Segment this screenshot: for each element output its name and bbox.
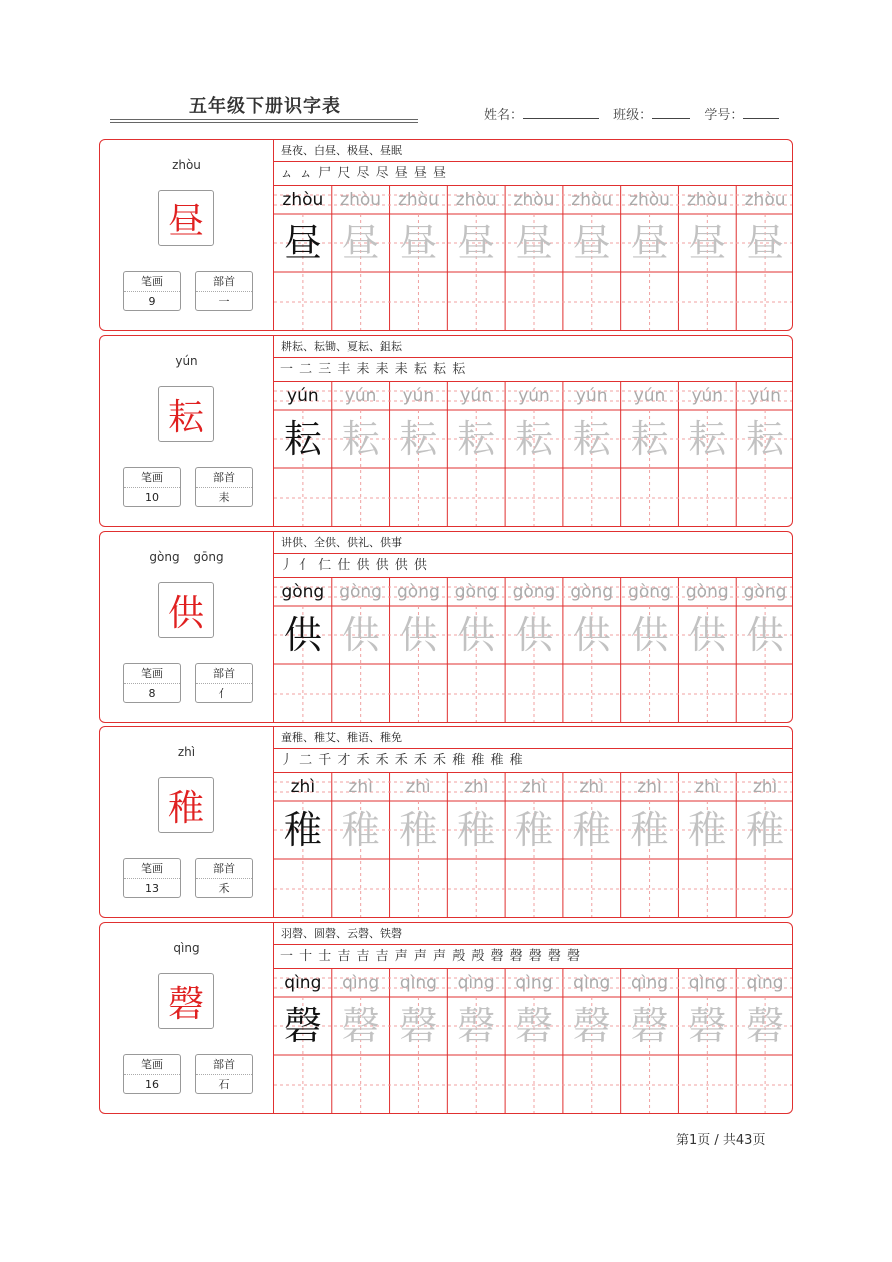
practice-panel xyxy=(274,140,793,330)
character-info-panel xyxy=(100,923,274,1113)
page-number: 第1页 / 共43页 xyxy=(676,1133,766,1148)
practice-pinyin-trace: zhì xyxy=(463,777,489,797)
practice-pinyin-trace: yún xyxy=(575,386,608,406)
practice-character-model: 供 xyxy=(283,613,322,657)
radical-label: 部首 xyxy=(196,272,252,292)
radical-value: 一 xyxy=(218,295,230,308)
practice-pinyin-trace: gòng xyxy=(512,582,556,602)
practice-character-trace: 磬 xyxy=(746,1004,785,1048)
pinyin-label: qìng xyxy=(173,941,200,955)
practice-pinyin-trace: zhì xyxy=(521,777,547,797)
radical-value: 禾 xyxy=(218,882,230,895)
stroke-order: 一 十 士 吉 吉 吉 声 声 声 殸 殸 磬 磬 磬 磬 磬 xyxy=(274,945,793,969)
practice-character-trace: 昼 xyxy=(514,221,553,265)
practice-character-model: 磬 xyxy=(283,1004,322,1048)
practice-character-trace: 昼 xyxy=(746,221,785,265)
practice-pinyin-trace: zhòu xyxy=(455,190,497,210)
practice-character-trace: 供 xyxy=(457,613,496,657)
practice-pinyin-trace: yún xyxy=(749,386,781,406)
practice-pinyin-model: qìng xyxy=(284,973,322,993)
character-info-panel xyxy=(100,140,274,330)
radical-label: 部首 xyxy=(196,859,252,879)
student-info xyxy=(484,104,779,123)
practice-grid xyxy=(274,382,793,526)
pinyin-label: zhòu xyxy=(172,158,201,172)
stroke-count-label: 笔画 xyxy=(124,272,180,292)
example-words: 昼夜、白昼、极昼、昼眠 xyxy=(274,140,793,162)
practice-pinyin-trace: qìng xyxy=(342,973,380,993)
stroke-count-label: 笔画 xyxy=(124,859,180,879)
practice-character-trace: 稚 xyxy=(688,808,727,852)
practice-pinyin-model: zhì xyxy=(290,777,316,797)
practice-pinyin-trace: zhòu xyxy=(744,190,786,210)
practice-pinyin-model: gòng xyxy=(281,582,325,602)
pinyin-label: yún xyxy=(175,354,198,368)
stroke-count-box xyxy=(123,271,181,311)
character-card xyxy=(99,531,793,723)
name-field[interactable] xyxy=(523,106,599,119)
practice-pinyin-trace: zhì xyxy=(406,777,431,797)
stroke-order: 丿 亻 仁 仕 供 供 供 供 xyxy=(274,554,793,578)
practice-pinyin-trace: zhòu xyxy=(397,190,439,210)
stroke-count-box xyxy=(123,858,181,898)
practice-character-trace: 供 xyxy=(399,613,438,657)
character-display: 稚 xyxy=(158,777,214,833)
practice-pinyin-trace: gòng xyxy=(397,582,440,602)
example-words: 童稚、稚艾、稚语、稚免 xyxy=(274,727,793,749)
practice-pinyin-trace: zhì xyxy=(637,777,662,797)
character-card xyxy=(99,139,793,331)
practice-character-trace: 供 xyxy=(688,613,727,657)
radical-box xyxy=(195,663,253,703)
practice-character-model: 昼 xyxy=(283,221,322,265)
practice-character-model: 耘 xyxy=(283,417,322,461)
radical-box xyxy=(195,858,253,898)
practice-pinyin-trace: yún xyxy=(633,386,666,406)
practice-character-trace: 稚 xyxy=(630,808,669,852)
practice-character-trace: 磬 xyxy=(341,1004,380,1048)
practice-character-trace: 磬 xyxy=(572,1004,611,1048)
number-field[interactable] xyxy=(743,106,779,119)
practice-character-trace: 稚 xyxy=(746,808,785,852)
practice-panel xyxy=(274,336,793,526)
radical-label: 部首 xyxy=(196,1055,252,1075)
practice-character-model: 稚 xyxy=(283,808,322,852)
character-card xyxy=(99,726,793,918)
practice-pinyin-trace: qìng xyxy=(573,973,611,993)
practice-pinyin-trace: qìng xyxy=(630,973,669,993)
practice-character-trace: 耘 xyxy=(688,417,727,461)
class-label: 班级： xyxy=(613,108,653,123)
practice-pinyin-trace: yún xyxy=(691,386,724,406)
practice-character-trace: 供 xyxy=(746,613,785,657)
stroke-count-value: 10 xyxy=(145,491,159,504)
stroke-count-value: 8 xyxy=(148,687,156,700)
practice-pinyin-trace: qìng xyxy=(457,973,495,993)
practice-character-trace: 昼 xyxy=(399,221,438,265)
stroke-order: ㇺ ㇺ 尸 尺 尽 尽 昼 昼 昼 xyxy=(274,162,793,186)
practice-character-trace: 稚 xyxy=(399,808,438,852)
practice-character-trace: 耘 xyxy=(746,417,785,461)
practice-pinyin-model: zhòu xyxy=(282,190,324,210)
character-info-panel xyxy=(100,727,274,917)
practice-character-trace: 磬 xyxy=(457,1004,496,1048)
practice-character-trace: 稚 xyxy=(514,808,553,852)
practice-pinyin-trace: yún xyxy=(460,386,492,406)
practice-pinyin-trace: zhòu xyxy=(629,190,670,210)
practice-pinyin-trace: zhòu xyxy=(340,190,382,210)
name-label: 姓名： xyxy=(484,108,524,123)
practice-pinyin-trace: zhòu xyxy=(686,190,728,210)
pinyin-label: zhì xyxy=(177,745,196,759)
practice-pinyin-trace: gòng xyxy=(743,582,787,602)
character-card xyxy=(99,922,793,1114)
practice-grid xyxy=(274,186,793,330)
practice-character-trace: 昼 xyxy=(572,221,611,265)
practice-character-trace: 耘 xyxy=(457,417,496,461)
stroke-order: 丿 二 千 才 禾 禾 禾 禾 禾 稚 稚 稚 稚 xyxy=(274,749,793,773)
practice-character-trace: 昼 xyxy=(630,221,669,265)
practice-pinyin-trace: zhì xyxy=(752,777,778,797)
practice-pinyin-trace: zhòu xyxy=(571,190,613,210)
character-display: 耘 xyxy=(158,386,214,442)
practice-panel xyxy=(274,727,793,917)
stroke-count-label: 笔画 xyxy=(124,1055,180,1075)
practice-grid xyxy=(274,969,793,1113)
practice-character-trace: 昼 xyxy=(688,221,727,265)
title-rule-top xyxy=(110,119,418,120)
practice-character-trace: 磬 xyxy=(688,1004,727,1048)
number-label: 学号： xyxy=(704,108,744,123)
practice-pinyin-trace: zhì xyxy=(348,777,373,797)
pinyin-label: gòng gōng xyxy=(149,550,224,564)
practice-character-trace: 供 xyxy=(572,613,611,657)
practice-pinyin-trace: zhì xyxy=(695,777,720,797)
stroke-count-label: 笔画 xyxy=(124,468,180,488)
practice-panel xyxy=(274,532,793,722)
radical-label: 部首 xyxy=(196,468,252,488)
stroke-count-value: 9 xyxy=(148,295,156,308)
character-info-panel xyxy=(100,532,274,722)
character-display: 磬 xyxy=(158,973,214,1029)
stroke-order: 一 二 三 丰 耒 耒 耒 耘 耘 耘 xyxy=(274,358,793,382)
practice-character-trace: 稚 xyxy=(457,808,496,852)
radical-value: 耒 xyxy=(218,491,230,504)
practice-character-trace: 磬 xyxy=(399,1004,438,1048)
radical-value: 亻 xyxy=(218,687,230,700)
practice-grid xyxy=(274,578,793,722)
radical-box xyxy=(195,271,253,311)
practice-pinyin-trace: gòng xyxy=(454,582,498,602)
practice-character-trace: 供 xyxy=(630,613,669,657)
practice-pinyin-trace: zhòu xyxy=(513,190,555,210)
radical-box xyxy=(195,1054,253,1094)
stroke-count-box xyxy=(123,663,181,703)
practice-pinyin-trace: qìng xyxy=(399,973,437,993)
class-field[interactable] xyxy=(652,106,690,119)
practice-character-trace: 耘 xyxy=(399,417,438,461)
practice-character-trace: 耘 xyxy=(514,417,553,461)
practice-grid xyxy=(274,773,793,917)
character-card xyxy=(99,335,793,527)
character-info-panel xyxy=(100,336,274,526)
practice-pinyin-trace: gòng xyxy=(570,582,614,602)
example-words: 羽磬、圆磬、云磬、铁磬 xyxy=(274,923,793,945)
practice-pinyin-trace: qìng xyxy=(746,973,784,993)
practice-pinyin-trace: gòng xyxy=(685,582,729,602)
practice-character-trace: 稚 xyxy=(341,808,380,852)
practice-pinyin-trace: yún xyxy=(344,386,377,406)
practice-character-trace: 稚 xyxy=(572,808,611,852)
practice-pinyin-trace: yún xyxy=(402,386,435,406)
stroke-count-value: 13 xyxy=(145,882,159,895)
practice-pinyin-model: yún xyxy=(287,386,319,406)
practice-pinyin-trace: gòng xyxy=(339,582,382,602)
character-display: 供 xyxy=(158,582,214,638)
character-display: 昼 xyxy=(158,190,214,246)
title-rule-bottom xyxy=(110,122,418,123)
practice-pinyin-trace: zhì xyxy=(579,777,604,797)
practice-character-trace: 昼 xyxy=(341,221,380,265)
practice-character-trace: 磬 xyxy=(630,1004,669,1048)
practice-pinyin-trace: gòng xyxy=(628,582,671,602)
stroke-count-box xyxy=(123,1054,181,1094)
stroke-count-box xyxy=(123,467,181,507)
practice-pinyin-trace: qìng xyxy=(515,973,553,993)
practice-pinyin-trace: qìng xyxy=(688,973,726,993)
radical-label: 部首 xyxy=(196,664,252,684)
practice-panel xyxy=(274,923,793,1113)
practice-character-trace: 供 xyxy=(341,613,380,657)
radical-value: 石 xyxy=(218,1078,230,1091)
radical-box xyxy=(195,467,253,507)
practice-character-trace: 耘 xyxy=(630,417,669,461)
practice-character-trace: 供 xyxy=(514,613,553,657)
stroke-count-value: 16 xyxy=(145,1078,159,1091)
practice-character-trace: 昼 xyxy=(457,221,496,265)
practice-character-trace: 磬 xyxy=(514,1004,553,1048)
practice-pinyin-trace: yún xyxy=(518,386,550,406)
practice-character-trace: 耘 xyxy=(572,417,611,461)
stroke-count-label: 笔画 xyxy=(124,664,180,684)
example-words: 耕耘、耘锄、夏耘、鉏耘 xyxy=(274,336,793,358)
practice-character-trace: 耘 xyxy=(341,417,380,461)
example-words: 讲供、全供、供礼、供事 xyxy=(274,532,793,554)
page-title: 五年级下册识字表 xyxy=(189,96,341,117)
